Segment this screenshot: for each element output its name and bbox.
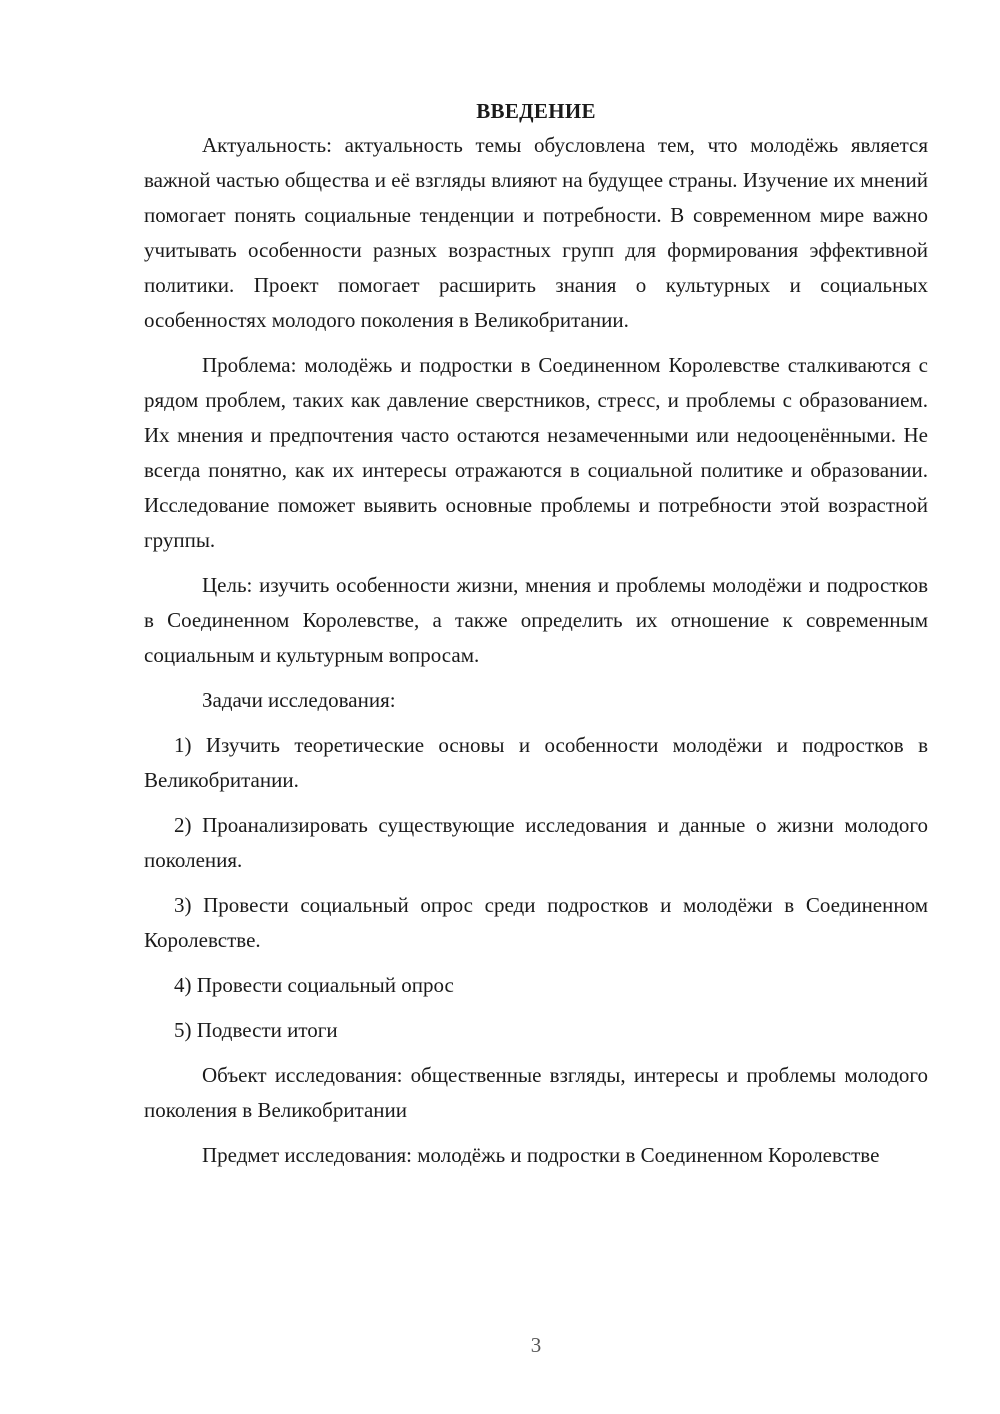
object-paragraph: Объект исследования: общественные взгляды, интересы и проблемы молодого поколения в Великобритании (144, 1063, 928, 1122)
task-item-1: 1) Изучить теоретические основы и особенности молодёжи и подростков в Великобритании. (144, 733, 928, 792)
problem-paragraph: Проблема: молодёжь и подростки в Соединенном Королевстве сталкиваются с рядом проблем, таких как давление сверстников, стресс, и проблемы с образованием. Их мнения и предпочтения часто остаются незамеченными или недооценёнными. Не всегда понятно, как их интересы отражаются в социальной политике и образовании. Исследование поможет выявить основные проблемы и потребности этой возрастной группы. (144, 353, 928, 552)
task-item-3: 3) Провести социальный опрос среди подростков и молодёжи в Соединенном Королевстве. (144, 893, 928, 952)
relevance-paragraph: Актуальность: актуальность темы обусловлена тем, что молодёжь является важной частью общества и её взгляды влияют на будущее страны. Изучение их мнений помогает понять социальные тенденции и потребности. В современном мире важно учитывать особенности разных возрастных групп для формирования эффективной политики. Проект помогает расширить знания о культурных и социальных особенностях молодого поколения в Великобритании. (144, 133, 928, 332)
tasks-heading: Задачи исследования: (202, 688, 396, 712)
goal-paragraph: Цель: изучить особенности жизни, мнения и проблемы молодёжи и подростков в Соединенном Королевстве, а также определить их отношение к современным социальным и культурным вопросам. (144, 573, 928, 667)
document-page (144, 96, 928, 1183)
task-item-4: 4) Провести социальный опрос (174, 973, 454, 997)
task-item-5: 5) Подвести итоги (174, 1018, 338, 1042)
page-number: 3 (530, 1333, 542, 1357)
task-item-2: 2) Проанализировать существующие исследования и данные о жизни молодого поколения. (144, 813, 928, 872)
section-heading: ВВЕДЕНИЕ (476, 99, 596, 123)
subject-paragraph: Предмет исследования: молодёжь и подростки в Соединенном Королевстве (202, 1143, 880, 1167)
